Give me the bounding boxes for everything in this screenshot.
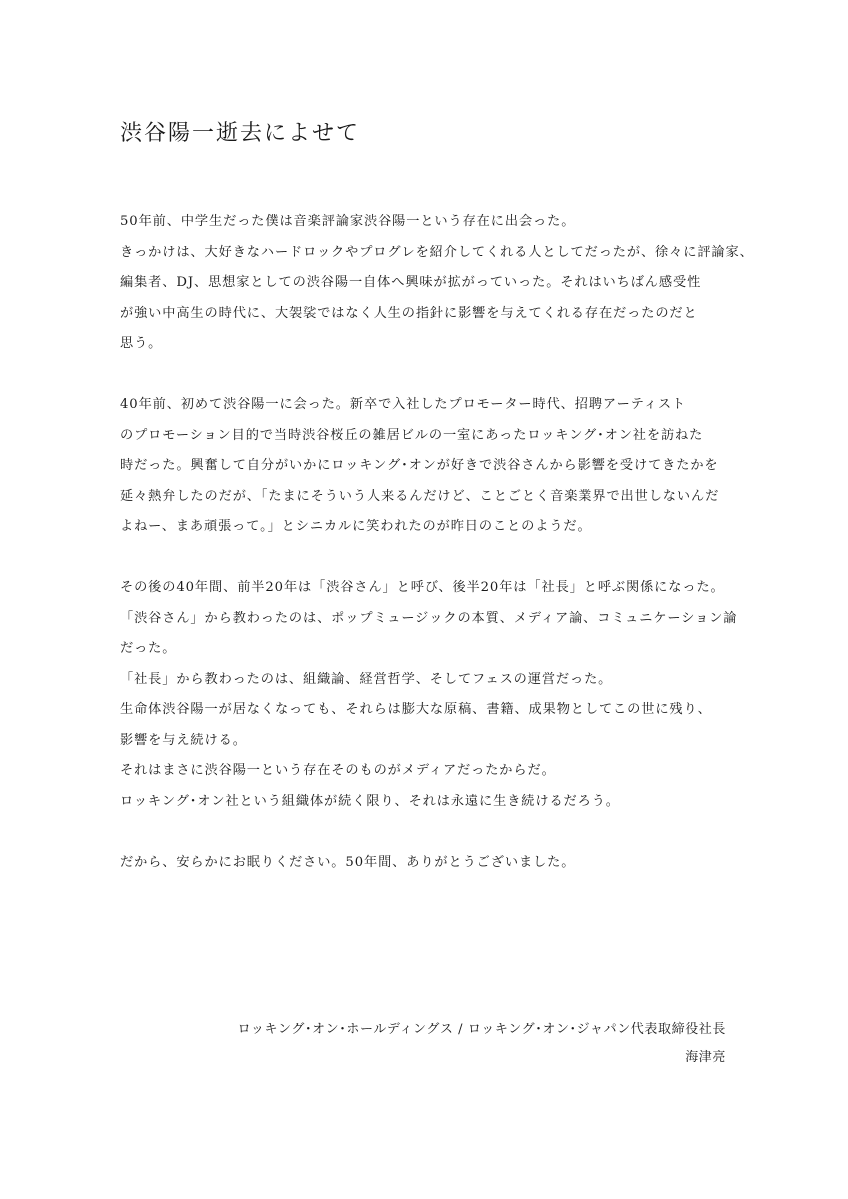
text-line: 生命体渋谷陽一が居なくなっても、それらは膨大な原稿、書籍、成果物としてこの世に残り、 — [120, 702, 712, 717]
text-line: 思う。 — [120, 336, 163, 351]
paragraph-spacer — [120, 817, 730, 848]
text-line: 50年前、中学生だった僕は音楽評論家渋谷陽一という存在に出会った。 — [120, 214, 576, 229]
text-line: のプロモーション目的で当時渋谷桜丘の雑居ビルの一室にあったロッキング･オン社を訪ねた — [120, 427, 704, 443]
text-line: 時だった。興奮して自分がいかにロッキング･オンが好きで渋谷さんから影響を受けてきたかを — [120, 458, 719, 473]
text-line: 「渋谷さん」から教わったのは、ポップミュージックの本質、メディア論、コミュニケーション論 — [120, 610, 738, 626]
paragraph-spacer — [120, 360, 730, 391]
text-line: きっかけは、大好きなハードロックやプログレを紹介してくれる人としてだったが、徐々に評論家、 — [120, 244, 754, 260]
paragraph-spacer — [120, 543, 730, 574]
text-line: が強い中高生の時代に、大袈裟ではなく人生の指針に影響を与えてくれる存在だったのだと — [120, 305, 698, 321]
text-line: だから、安らかにお眠りください。50年間、ありがとうございました。 — [120, 854, 576, 870]
text-line: ロッキング･オン社という組織体が続く限り、それは永遠に生き続けるだろう。 — [120, 793, 620, 809]
paragraph-4 — [120, 848, 730, 879]
text-line: その後の40年間、前半20年は「渋谷さん」と呼び、後半20年は「社長」と呼ぶ関係になった。 — [120, 580, 725, 595]
text-line: よねー、まあ頑張って。」とシニカルに笑われたのが昨日のことのようだ。 — [120, 519, 592, 534]
paragraph-1 — [120, 207, 754, 360]
text-line: 影響を与え続ける。 — [120, 732, 247, 748]
signature-affiliation: ロッキング･オン･ホールディングス / ロッキング･オン･ジャパン代表取締役社長 — [237, 1022, 726, 1037]
signature-name: 海津亮 — [685, 1050, 726, 1065]
paragraph-2 — [120, 390, 730, 543]
paragraph-3 — [120, 573, 738, 817]
text-line: 「社長」から教わったのは、組織論、経営哲学、そしてフェスの運営だった。 — [120, 671, 613, 687]
text-line: だった。 — [120, 641, 177, 656]
text-line: それはまさに渋谷陽一という存在そのものがメディアだったからだ。 — [120, 763, 556, 778]
text-line: 延々熱弁したのだが、「たまにそういう人来るんだけど、ことごとく音楽業界で出世しないんだ — [120, 488, 720, 504]
text-line: 40年前、初めて渋谷陽一に会った。新卒で入社したプロモーター時代、招聘アーティスト — [120, 397, 687, 412]
document-title: 渋谷陽一逝去によせて — [120, 121, 361, 146]
text-line: 編集者、DJ、思想家としての渋谷陽一自体へ興味が拡がっていった。それはいちばん感受性 — [120, 275, 702, 290]
signature-block — [238, 1016, 726, 1072]
document-body — [120, 207, 754, 878]
